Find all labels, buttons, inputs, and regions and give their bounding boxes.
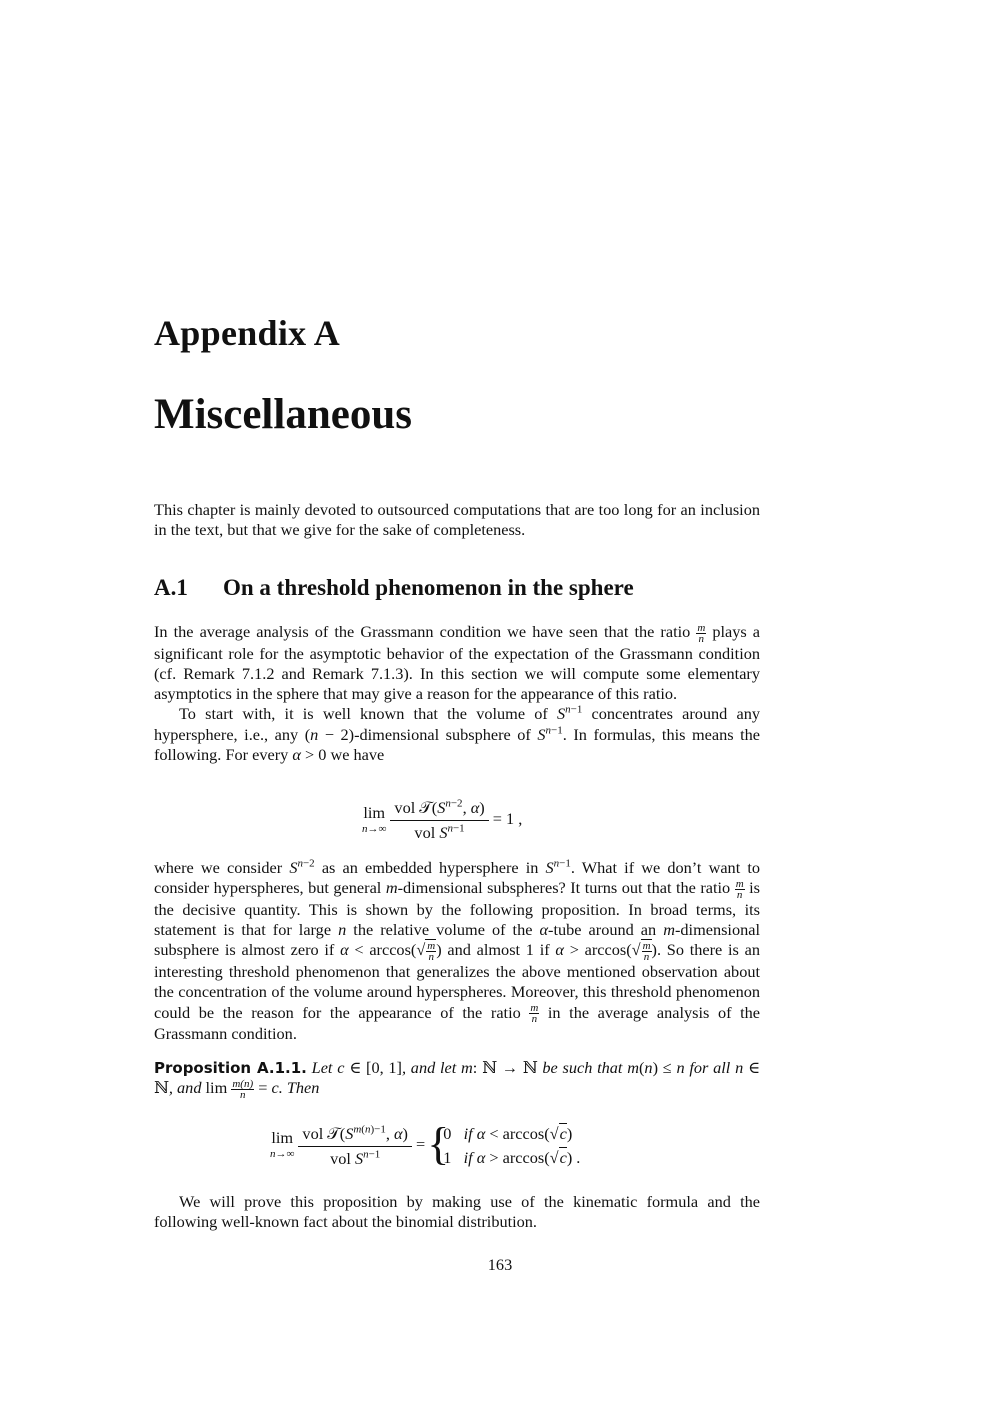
para3-text-e: is the decisive quantity. This is shown by the following proposition. In broad terms, its statement is that for large bbox=[154, 878, 761, 940]
prop-text-e: , and bbox=[168, 1078, 202, 1098]
equation-threshold: lim n→∞ $\frac{vol 𝒯(S^{m(n)-1}, \alpha)}{vol S^{n-1}}$ = { 0 if α < arccos(√c) 1 if α > arccos(√c) . bbox=[270, 1118, 581, 1169]
ratio-m-over-n: $\frac{m}{n}$ bbox=[697, 621, 706, 645]
chapter-label: Appendix A bbox=[154, 313, 341, 353]
paragraph-1 bbox=[154, 622, 760, 704]
intro-paragraph bbox=[154, 500, 760, 540]
paragraph-3: where we consider $S^{n-2}$ as an embedded hypersphere in $S^{n-1}$. What if we don’t want to consider hyperspheres, but general m-dimensional subspheres? It turns out that the ratio $\frac{m}{n}$ is the decisive quantity. This is shown by the following proposition. In broad terms, its statement is that for large n the relative volume of the α-tube around an m-dimensional subsphere is almost zero if α < arccos(√ $\frac{m}{n}$ ) and almost 1 if α > arccos(√ $\frac{m}{n}$ ). So there is an interesting threshold phenomenon that generalizes the above mentioned observation about the concentration of the volume around hyperspheres. Moreover, this threshold phenomenon could be the reason for the appearance of the ratio $\frac{m}{n}$ in the average analysis of the Grassmann condition. bbox=[154, 857, 761, 1044]
prop-text-f: . Then bbox=[278, 1078, 320, 1098]
section-number: A.1 bbox=[154, 575, 188, 600]
para3-text-g: -tube around an bbox=[548, 920, 657, 940]
equation-hypersphere-limit: lim n→∞ $\frac{vol 𝒯(S^{n-2}, \alpha)}{vol S^{n-1}}$ = 1 , bbox=[362, 797, 523, 842]
paragraph-2: To start with, it is well known that the volume of $S^{n-1}$ concentrates around any hypersphere, i.e., any (n − 2)-dimensional subsphere of $S^{n-1}$. In formulas, this means the following. For every α > 0 we have bbox=[154, 703, 761, 764]
para3-text-h: -dimensional subsphere is almost zero if bbox=[154, 920, 760, 960]
page-number: 163 bbox=[487, 1255, 513, 1274]
proposition-statement: Proposition A.1.1. Let c ∈ [0, 1], and let m: ℕ → ℕ be such that m(n) ≤ n for all n ∈ ℕ, and lim $\frac{m(n)}{n}$ = c. Then bbox=[154, 1058, 761, 1101]
prop-text-a: Let bbox=[311, 1058, 333, 1077]
proposition-label: Proposition A.1.1. bbox=[154, 1059, 307, 1077]
prop-text-b: , and let bbox=[401, 1058, 457, 1077]
section-heading bbox=[154, 575, 634, 601]
intro-text: This chapter is mainly devoted to outsourced computations that are too long for an inclusion in the text, but that we give for the sake of completeness. bbox=[154, 500, 760, 540]
para3-text-f: the relative volume of the bbox=[353, 920, 533, 940]
para3-text-b: as an embedded hypersphere in bbox=[321, 858, 539, 877]
para2-text-b: concentrates around any hypersphere, i.e., any bbox=[154, 704, 760, 744]
para3-text-d: -dimensional subspheres? It turns out that the ratio bbox=[397, 878, 731, 898]
para3-text-j: . So there is an interesting threshold phenomenon that generalizes the above mentioned observation about the concentration of the volume around hyperspheres. Moreover, this threshold phenomenon could be the reason for the appearance of the ratio bbox=[154, 940, 760, 1022]
para3-text-i: and almost 1 if bbox=[447, 940, 550, 960]
para2-text-c: -dimensional subsphere of bbox=[354, 724, 531, 744]
cases-brace: { 0 if α < arccos(√c) 1 if α > arccos(√c) . bbox=[427, 1118, 581, 1169]
proposition-block bbox=[154, 1058, 760, 1100]
section-title: On a threshold phenomenon in the sphere bbox=[223, 575, 634, 600]
para3-text-a: where we consider bbox=[154, 858, 283, 877]
para1-text-b: plays a significant role for the asymptotic behavior of the expectation of the Grassmann condition (cf. Remark 7.1.2 and Remark 7.1.3). In this section we will compute some elementary asymptotics in the sphere that may give a reason for the appearance of this ratio. bbox=[154, 622, 760, 704]
prop-text-d: for all bbox=[689, 1058, 731, 1077]
chapter-title: Miscellaneous bbox=[154, 391, 412, 438]
para3-text-c: . What if we don’t want to consider hyperspheres, but general bbox=[154, 858, 761, 898]
section-body-1 bbox=[154, 622, 760, 765]
paragraph-4: We will prove this proposition by making use of the kinematic formula and the following well-known fact about the binomial distribution. bbox=[154, 1192, 760, 1232]
para3-text-k: in the average analysis of the Grassmann condition. bbox=[154, 1002, 760, 1044]
para2-text-e: we have bbox=[330, 744, 385, 764]
section-body-3 bbox=[154, 1192, 760, 1232]
para1-text-a: In the average analysis of the Grassmann condition we have seen that the ratio bbox=[154, 622, 691, 641]
para2-text-a: To start with, it is well known that the volume of bbox=[179, 704, 548, 724]
section-body-2 bbox=[154, 858, 760, 1045]
prop-text-c: be such that bbox=[542, 1058, 623, 1077]
para2-text-d: . In formulas, this means the following. For every bbox=[154, 724, 761, 764]
